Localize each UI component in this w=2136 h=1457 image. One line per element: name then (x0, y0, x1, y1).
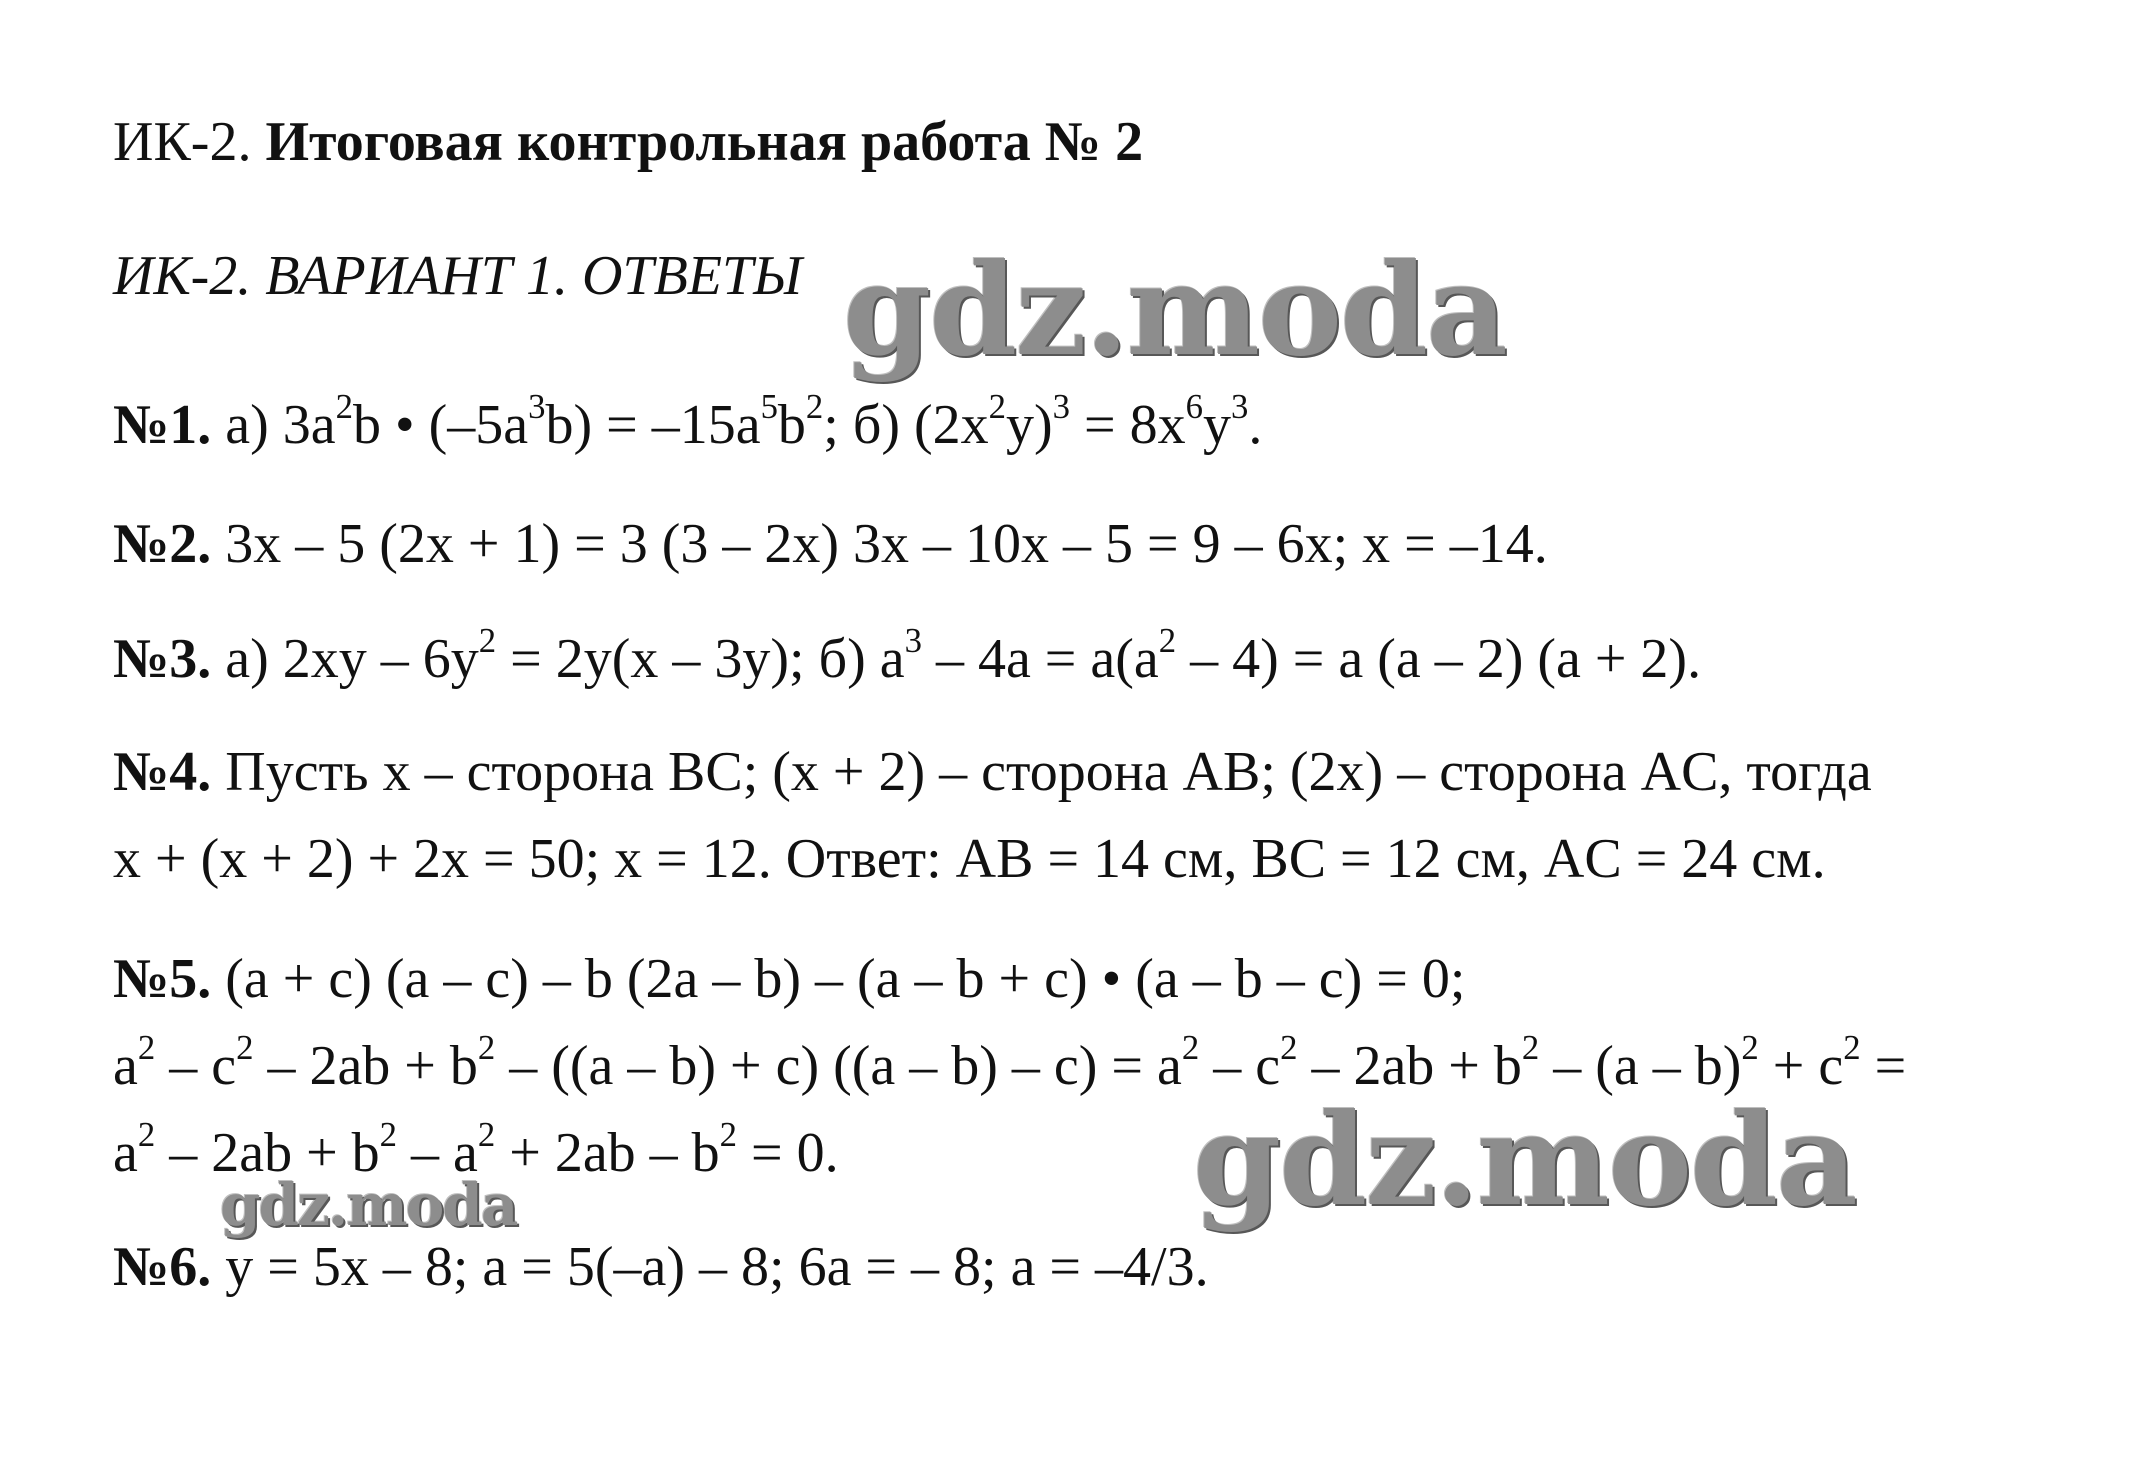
problem-3-part-b: б) $a^3 - 4a = a(a^2 - 4) = a$ (a – 2) (a + 2). (818, 621, 1702, 690)
variant-heading: ИК-2. ВАРИАНТ 1. ОТВЕТЫ (113, 245, 802, 307)
problem-3-part-a: а) $2xy - 6y^2 = 2y(x - 3y)$; (225, 621, 805, 690)
title-text: Итоговая контрольная работа № 2 (265, 111, 1144, 173)
problem-5-line-3: $a^2 - 2ab + b^2 - a^2 + 2ab - b^2 = 0$. (113, 1115, 839, 1184)
problem-4-text-1: Пусть x – сторона BC; (x + 2) – сторона AB; (2x) – сторона AC, тогда (225, 741, 1872, 803)
title-prefix: ИК-2. (113, 111, 252, 173)
problem-number: №5. (113, 948, 212, 1010)
problem-5-line-1 (113, 947, 1465, 1011)
watermark-logo-small: gdz.moda (220, 1171, 517, 1239)
problem-number: №1. (113, 394, 212, 456)
problem-1-part-a: а) $3a^2b$ • $(-5a^3b) = -15a^5b^2$; (225, 387, 839, 456)
problem-number: №4. (113, 741, 212, 803)
watermark-logo: gdz.moda (843, 236, 1506, 384)
problem-4-line-1 (113, 740, 1872, 804)
problem-6-text: y = 5x – 8; a = 5(–a) – 8; 6a = – 8; a = –4/3. (225, 1236, 1209, 1298)
problem-2 (113, 512, 1548, 576)
problem-number: №3. (113, 628, 212, 690)
problem-number: №2. (113, 513, 212, 575)
problem-5-line-2: $a^2 - c^2 - 2ab + b^2 - ((a - b) + c)$ $((a - b) - c) = a^2 - c^2 - 2ab + b^2 - (a - b)^2 + c^2$ = (113, 1028, 1907, 1097)
problem-1-part-b: б) $(2x^2y)^3 = 8x^6y^3$. (852, 387, 1263, 456)
problem-2-text: 3x – 5 (2x + 1) = 3 (3 – 2x) 3x – 10x – 5 = 9 – 6x; x = –14. (225, 513, 1548, 575)
problem-5-text-1: (a + c) (a – c) – b (2a – b) – (a – b + c) • (a – b – c) = 0; (225, 948, 1466, 1010)
problem-6 (113, 1235, 1209, 1299)
watermark-logo: gdz.moda (1193, 1086, 1856, 1234)
problem-1 (113, 387, 1263, 457)
problem-4-line-2: x + (x + 2) + 2x = 50; x = 12. Ответ: AB = 14 см, BC = 12 см, AC = 24 см. (113, 828, 1826, 890)
problem-number: №6. (113, 1236, 212, 1298)
page-title (113, 110, 1143, 174)
problem-3 (113, 621, 1702, 691)
